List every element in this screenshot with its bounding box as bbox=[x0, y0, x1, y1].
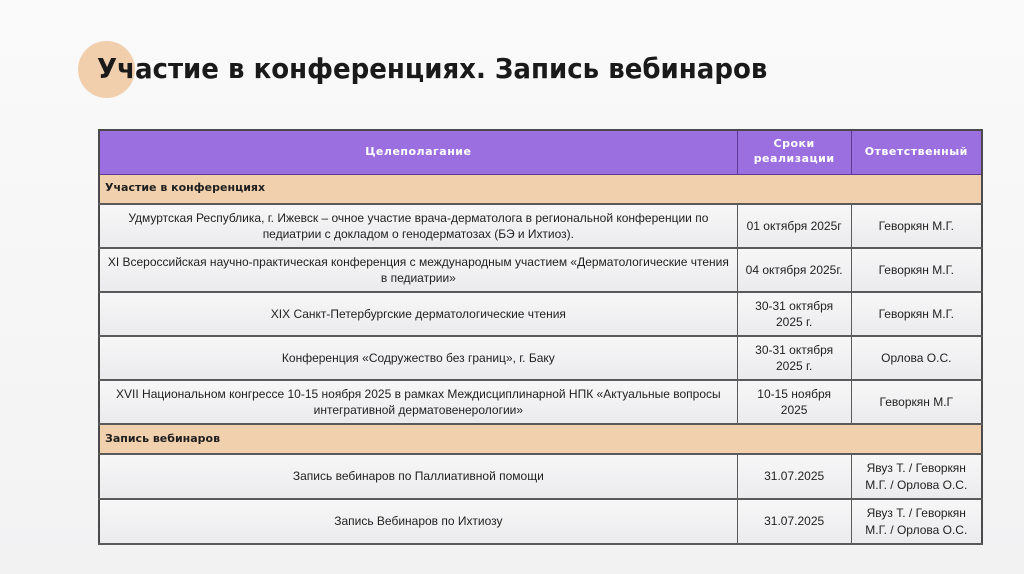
goal-cell: Запись Вебинаров по Ихтиозу bbox=[99, 499, 737, 544]
date-cell: 31.07.2025 bbox=[737, 499, 851, 544]
responsible-cell: Орлова О.С. bbox=[851, 336, 982, 380]
responsible-cell: Геворкян М.Г. bbox=[851, 292, 982, 336]
plan-table bbox=[98, 129, 983, 545]
column-header-goal: Целеполагание bbox=[99, 130, 737, 174]
goal-cell: XI Всероссийская научно-практическая конференция с международным участием «Дерматологические чтения в педиатрии» bbox=[99, 248, 737, 292]
table-row bbox=[99, 292, 982, 336]
responsible-cell: Явуз Т. / Геворкян М.Г. / Орлова О.С. bbox=[851, 454, 982, 499]
date-cell: 04 октября 2025г. bbox=[737, 248, 851, 292]
date-cell: 31.07.2025 bbox=[737, 454, 851, 499]
responsible-cell: Геворкян М.Г. bbox=[851, 248, 982, 292]
table-row bbox=[99, 336, 982, 380]
column-header-responsible: Ответственный bbox=[851, 130, 982, 174]
goal-cell: XIX Санкт-Петербургские дерматологические чтения bbox=[99, 292, 737, 336]
section-label: Запись вебинаров bbox=[99, 424, 982, 454]
date-cell: 30-31 октября 2025 г. bbox=[737, 336, 851, 380]
goal-cell: Удмуртская Республика, г. Ижевск – очное участие врача-дерматолога в региональной конференции по педиатрии с докладом о генодерматозах (БЭ и Ихтиоз). bbox=[99, 204, 737, 248]
responsible-cell: Геворкян М.Г bbox=[851, 380, 982, 424]
table-row bbox=[99, 499, 982, 544]
table-row bbox=[99, 454, 982, 499]
goal-cell: XVII Национальном конгрессе 10-15 ноября 2025 в рамках Междисциплинарной НПК «Актуальные вопросы интегративной дерматовенерологии» bbox=[99, 380, 737, 424]
responsible-cell: Геворкян М.Г. bbox=[851, 204, 982, 248]
responsible-cell: Явуз Т. / Геворкян М.Г. / Орлова О.С. bbox=[851, 499, 982, 544]
date-cell: 01 октября 2025г bbox=[737, 204, 851, 248]
table-row bbox=[99, 380, 982, 424]
section-row-conferences bbox=[99, 174, 982, 204]
column-header-dates: Сроки реализации bbox=[737, 130, 851, 174]
table-row bbox=[99, 204, 982, 248]
slide-title: Участие в конференциях. Запись вебинаров bbox=[97, 52, 768, 85]
table-header-row bbox=[99, 130, 982, 174]
goal-cell: Запись вебинаров по Паллиативной помощи bbox=[99, 454, 737, 499]
date-cell: 30-31 октября 2025 г. bbox=[737, 292, 851, 336]
section-row-webinars bbox=[99, 424, 982, 454]
table-row bbox=[99, 248, 982, 292]
date-cell: 10-15 ноября 2025 bbox=[737, 380, 851, 424]
section-label: Участие в конференциях bbox=[99, 174, 982, 204]
goal-cell: Конференция «Содружество без границ», г. Баку bbox=[99, 336, 737, 380]
